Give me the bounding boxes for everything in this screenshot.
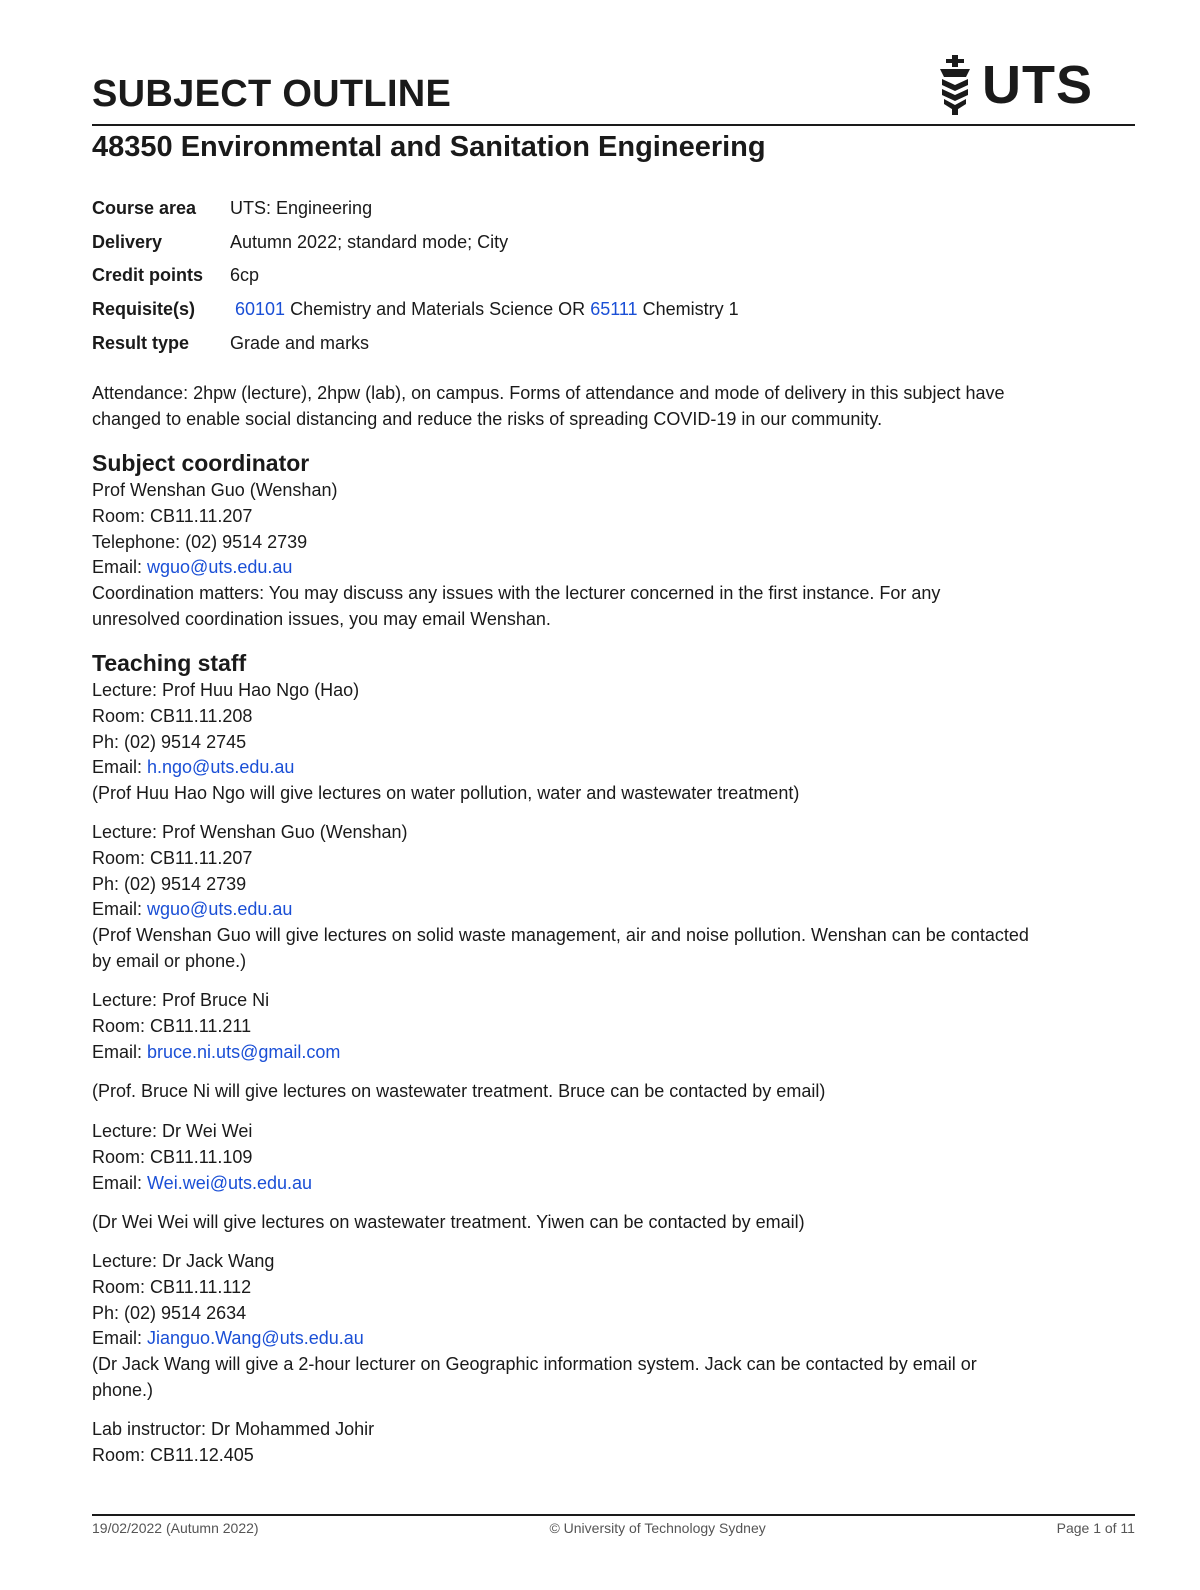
- coordinator-email-line: [92, 555, 1135, 581]
- section-heading: Teaching staff: [92, 650, 247, 676]
- email-label: Email:: [92, 757, 148, 778]
- footer-rule: [92, 1514, 1135, 1516]
- meta-key: Requisite(s): [92, 299, 196, 320]
- meta-key: Course area: [92, 198, 197, 219]
- staff-entry: [92, 988, 1135, 1065]
- staff-room: Room: CB11.11.207: [92, 847, 253, 868]
- coordinator-note: unresolved coordination issues, you may email Wenshan.: [92, 608, 551, 629]
- teaching-staff-section: [92, 648, 1135, 807]
- meta-value: [230, 299, 739, 320]
- page-header: [92, 55, 1135, 126]
- staff-note: (Dr Wei Wei will give lectures on wastewater treatment. Yiwen can be contacted by email): [92, 1212, 805, 1232]
- section-heading: Subject coordinator: [92, 450, 310, 476]
- email-label: Email:: [92, 1172, 148, 1193]
- logo-text: UTS: [982, 55, 1093, 115]
- staff-room: Room: CB11.11.211: [92, 1015, 252, 1036]
- staff-room: Room: CB11.11.112: [92, 1276, 252, 1297]
- staff-email-line: [92, 1326, 1135, 1352]
- staff-note-block: [92, 1210, 1135, 1236]
- staff-phone: Ph: (02) 9514 2634: [92, 1302, 247, 1323]
- subject-meta: [92, 192, 1135, 360]
- meta-value: UTS: Engineering: [230, 198, 373, 219]
- footer-date: 19/02/2022 (Autumn 2022): [92, 1520, 259, 1536]
- coordinator-phone: Telephone: (02) 9514 2739: [92, 531, 308, 552]
- staff-email-link[interactable]: wguo@uts.edu.au: [147, 899, 293, 920]
- staff-note: (Prof Huu Hao Ngo will give lectures on water pollution, water and wastewater treatment): [92, 783, 800, 804]
- meta-value: Autumn 2022; standard mode; City: [230, 231, 509, 252]
- staff-note-block: [92, 1079, 1135, 1105]
- meta-key: Delivery: [92, 231, 163, 252]
- requisite-text: Chemistry and Materials Science OR: [285, 299, 591, 320]
- coordinator-note: Coordination matters: You may discuss any issues with the lecturer concerned in the first instance. For any: [92, 583, 941, 604]
- requisite-link-60101[interactable]: 60101: [235, 299, 286, 320]
- staff-entry: [92, 1249, 1135, 1404]
- doc-title: SUBJECT OUTLINE: [92, 73, 452, 115]
- coordinator-name: Prof Wenshan Guo (Wenshan): [92, 480, 338, 500]
- uts-logo: [936, 50, 1093, 120]
- meta-key: Credit points: [92, 265, 203, 286]
- email-label: Email:: [92, 899, 148, 920]
- staff-name: Lab instructor: Dr Mohammed Johir: [92, 1419, 375, 1439]
- meta-key: Result type: [92, 332, 190, 353]
- meta-credit-points: [92, 259, 1135, 293]
- page-footer: [92, 1520, 1135, 1536]
- staff-note: (Prof Wenshan Guo will give lectures on solid waste management, air and noise pollution. Wenshan can be contacted: [92, 925, 1029, 946]
- staff-email-line: [92, 755, 1135, 781]
- header-rule: [92, 124, 1135, 126]
- staff-name: Lecture: Prof Huu Hao Ngo (Hao): [92, 680, 360, 700]
- staff-entry: [92, 1119, 1135, 1196]
- document-page: [92, 0, 1135, 1590]
- requisite-text: Chemistry 1: [637, 299, 739, 320]
- staff-phone: Ph: (02) 9514 2745: [92, 731, 247, 752]
- staff-entry: [92, 1417, 1135, 1469]
- attendance-line: Attendance: 2hpw (lecture), 2hpw (lab), on campus. Forms of attendance and mode of delivery in this subject have: [92, 383, 1005, 403]
- attendance-paragraph: [92, 381, 1135, 433]
- requisite-link-65111[interactable]: 65111: [590, 299, 638, 320]
- staff-note: (Prof. Bruce Ni will give lectures on wastewater treatment. Bruce can be contacted by email): [92, 1081, 826, 1101]
- staff-email-link[interactable]: bruce.ni.uts@gmail.com: [147, 1041, 341, 1062]
- footer-copyright: © University of Technology Sydney: [549, 1520, 766, 1536]
- staff-email-line: [92, 897, 1135, 923]
- staff-name: Lecture: Prof Wenshan Guo (Wenshan): [92, 822, 408, 842]
- staff-email-line: [92, 1040, 1135, 1066]
- meta-delivery: [92, 226, 1135, 260]
- email-label: Email:: [92, 557, 148, 578]
- staff-room: Room: CB11.11.208: [92, 705, 253, 726]
- staff-entry: [92, 678, 1135, 807]
- meta-course-area: [92, 192, 1135, 226]
- staff-entry: [92, 820, 1135, 975]
- staff-note: by email or phone.): [92, 950, 247, 971]
- coordinator-room: Room: CB11.11.207: [92, 505, 253, 526]
- staff-note: phone.): [92, 1379, 154, 1400]
- subject-title: 48350 Environmental and Sanitation Engineering: [92, 131, 766, 163]
- meta-result-type: [92, 326, 1135, 360]
- meta-value: 6cp: [230, 265, 260, 286]
- coordinator-email-link[interactable]: wguo@uts.edu.au: [147, 557, 293, 578]
- meta-requisites: [92, 293, 1135, 327]
- staff-name: Lecture: Dr Jack Wang: [92, 1251, 275, 1271]
- staff-room: Room: CB11.12.405: [92, 1444, 254, 1465]
- staff-name: Lecture: Prof Bruce Ni: [92, 990, 270, 1010]
- staff-email-link[interactable]: Wei.wei@uts.edu.au: [147, 1172, 313, 1193]
- staff-room: Room: CB11.11.109: [92, 1146, 253, 1167]
- staff-email-link[interactable]: h.ngo@uts.edu.au: [147, 757, 295, 778]
- staff-email-line: [92, 1171, 1135, 1197]
- footer-page-number: Page 1 of 11: [1056, 1520, 1135, 1536]
- staff-note: (Dr Jack Wang will give a 2-hour lecturer on Geographic information system. Jack can be contacted by email or: [92, 1354, 977, 1375]
- email-label: Email:: [92, 1328, 148, 1349]
- attendance-line: changed to enable social distancing and reduce the risks of spreading COVID-19 in our community.: [92, 408, 883, 429]
- uts-crest-icon: [936, 55, 974, 115]
- staff-email-link[interactable]: Jianguo.Wang@uts.edu.au: [147, 1328, 364, 1349]
- coordinator-section: [92, 448, 1135, 633]
- staff-phone: Ph: (02) 9514 2739: [92, 873, 247, 894]
- email-label: Email:: [92, 1041, 148, 1062]
- meta-value: Grade and marks: [230, 332, 370, 353]
- staff-name: Lecture: Dr Wei Wei: [92, 1121, 253, 1141]
